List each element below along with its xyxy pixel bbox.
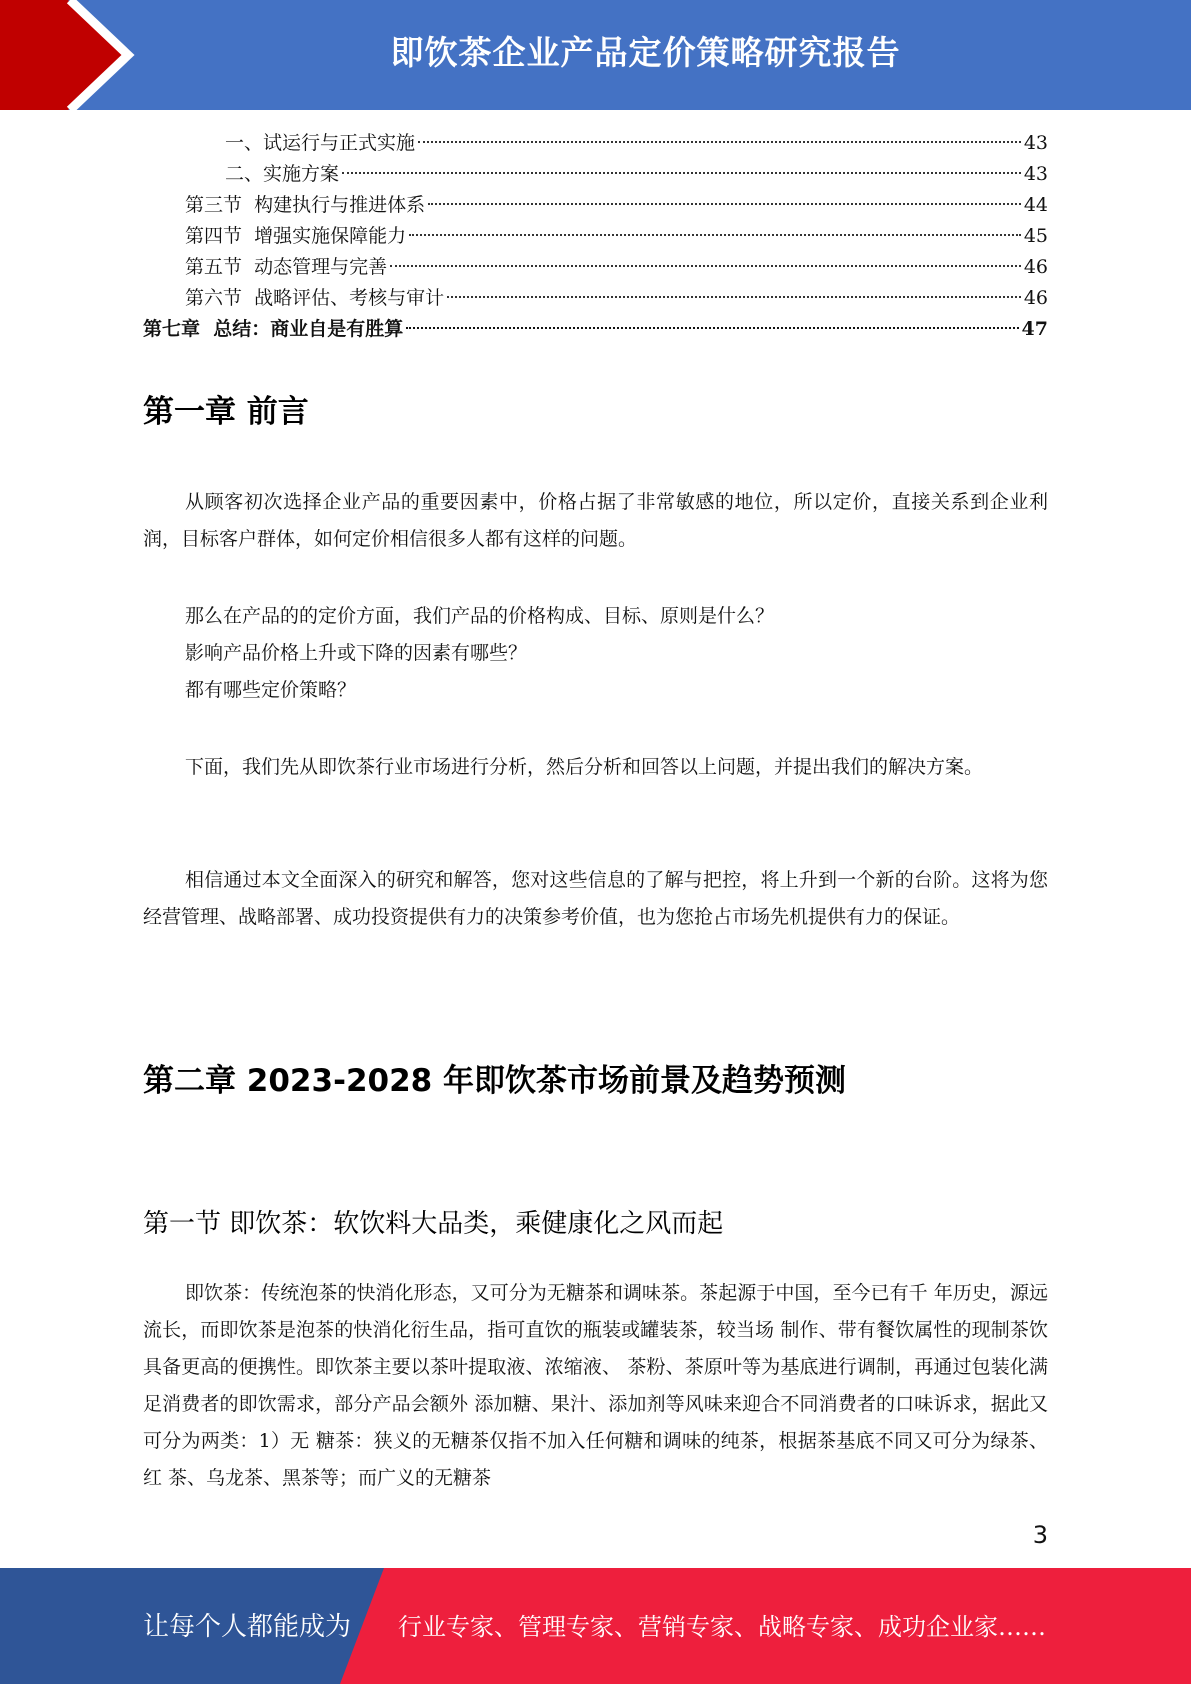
toc-entry-page: 45 <box>1023 225 1048 247</box>
toc-entry[interactable] <box>143 283 1048 314</box>
toc-leader-dots <box>390 265 1021 267</box>
body-paragraph: 即饮茶：传统泡茶的快消化形态，又可分为无糖茶和调味茶。茶起源于中国，至今已有千 年历史，源远流长，而即饮茶是泡茶的快消化衍生品，指可直饮的瓶装或罐装茶，较当场 制作、带有餐饮属性的现制茶饮具备更高的便携性。即饮茶主要以茶叶提取液、浓缩液、 茶粉、茶原叶等为基底进行调制，再通过包装化满足消费者的即饮需求，部分产品会额外 添加糖、果汁、添加剂等风味来迎合不同消费者的口味诉求，据此又可分为两类：1）无 糖茶：狭义的无糖茶仅指不加入任何糖和调味的纯茶，根据茶基底不同又可分为绿茶、红 茶、乌龙茶、黑茶等；而广义的无糖茶 <box>143 1282 1048 1489</box>
question-line: 都有哪些定价策略？ <box>185 679 357 701</box>
chapter-heading: 第一章 前言 <box>143 394 309 430</box>
toc-entry-page: 43 <box>1023 163 1048 185</box>
header-banner <box>0 0 1191 110</box>
body-paragraph: 下面，我们先从即饮茶行业市场进行分析，然后分析和回答以上问题，并提出我们的解决方案。 <box>185 756 984 778</box>
question-line: 影响产品价格上升或下降的因素有哪些？ <box>185 642 528 664</box>
toc-entry-chapter[interactable] <box>143 314 1048 345</box>
footer-slogan-right: 行业专家、管理专家、营销专家、战略专家、成功企业家…… <box>398 1613 1046 1641</box>
body-paragraph: 相信通过本文全面深入的研究和解答，您对这些信息的了解与把控，将上升到一个新的台阶。这将为您经营管理、战略部署、成功投资提供有力的决策参考价值，也为您抢占市场先机提供有力的保证。 <box>143 869 1048 928</box>
toc-entry-page: 44 <box>1023 194 1048 216</box>
toc-entry-label: 二、实施方案 <box>225 163 340 185</box>
footer-banner <box>0 1568 1191 1684</box>
footer-slogan-left: 让每个人都能成为 <box>143 1612 352 1642</box>
toc-leader-dots <box>342 172 1021 174</box>
toc-entry-label: 第七章 总结：商业自是有胜算 <box>143 318 404 340</box>
toc-entry-label: 第四节 增强实施保障能力 <box>185 225 407 247</box>
page-number: 3 <box>1032 1521 1048 1549</box>
toc-leader-dots <box>428 203 1021 205</box>
toc-entry[interactable] <box>143 221 1048 252</box>
toc-entry-page: 43 <box>1023 132 1048 154</box>
chapter-heading: 第二章 2023-2028 年即饮茶市场前景及趋势预测 <box>143 1063 847 1099</box>
table-of-contents <box>143 128 1048 345</box>
report-title: 即饮茶企业产品定价策略研究报告 <box>390 33 901 72</box>
toc-entry-label: 第五节 动态管理与完善 <box>185 256 388 278</box>
toc-entry-page: 46 <box>1023 256 1048 278</box>
toc-leader-dots <box>418 141 1021 143</box>
body-paragraph: 从顾客初次选择企业产品的重要因素中，价格占据了非常敏感的地位，所以定价，直接关系到企业利润，目标客户群体，如何定价相信很多人都有这样的问题。 <box>143 491 1048 550</box>
toc-entry-label: 一、试运行与正式实施 <box>225 132 416 154</box>
toc-entry[interactable] <box>143 190 1048 221</box>
toc-entry-page: 46 <box>1023 287 1048 309</box>
toc-entry[interactable] <box>143 128 1048 159</box>
question-line: 那么在产品的的定价方面，我们产品的价格构成、目标、原则是什么？ <box>185 605 775 627</box>
toc-leader-dots <box>447 296 1021 298</box>
toc-entry-label: 第六节 战略评估、考核与审计 <box>185 287 445 309</box>
toc-entry[interactable] <box>143 159 1048 190</box>
toc-entry-label: 第三节 构建执行与推进体系 <box>185 194 426 216</box>
section-heading: 第一节 即饮茶：软饮料大品类，乘健康化之风而起 <box>143 1209 724 1239</box>
toc-leader-dots <box>406 327 1018 329</box>
toc-entry[interactable] <box>143 252 1048 283</box>
toc-entry-page: 47 <box>1021 318 1048 340</box>
toc-leader-dots <box>409 234 1021 236</box>
